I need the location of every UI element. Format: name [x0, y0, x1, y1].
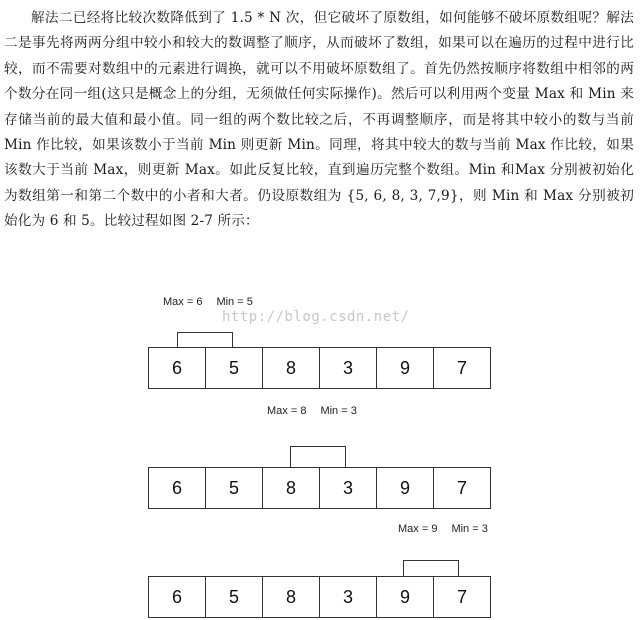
paragraph-line-8: 如果该数大于当前 Max，则更新 Max。如此反复比较，直到遍历完整个数组。Min 和 [4, 137, 634, 179]
step-2-cell-3: 8 [262, 467, 320, 509]
step-1-cell-6: 7 [433, 347, 491, 389]
step-3-caption [398, 523, 488, 535]
step-3-array-row [148, 576, 490, 618]
step-2-array-row [148, 467, 490, 509]
step-3-cell-4: 3 [319, 576, 377, 618]
paragraph-line-6: 小值。同一组的两个数比较之后，不再调整顺序，而是将其中较小的数与当前 Min 作比 [4, 111, 634, 154]
body-paragraph [4, 6, 634, 235]
step-1-caption [163, 296, 253, 308]
step-2-caption [267, 405, 357, 417]
step-1-cell-1: 6 [148, 347, 206, 389]
step-3-cell-5: 9 [376, 576, 434, 618]
step-2-min-label: Min = 3 [320, 405, 357, 417]
step-3-cell-3: 8 [262, 576, 320, 618]
paragraph-line-7: 较，如果该数小于当前 Min 则更新 Min。同理，将其中较大的数与当前 Max 作比较， [64, 137, 607, 154]
paragraph-line-5: 无须做任何实际操作)。然后可以利用两个变量 Max 和 Min 来存储当前的最大值和最 [4, 86, 634, 128]
step-1-cell-3: 8 [262, 347, 320, 389]
step-1-cell-5: 9 [376, 347, 434, 389]
step-2-cell-6: 7 [433, 467, 491, 509]
paragraph-line-2: 原数组呢？解法二是事先将两两分组中较小和较大的数调整了顺序，从而破坏了数组， [4, 10, 634, 52]
step-1-cell-4: 3 [319, 347, 377, 389]
watermark-text: http://blog.csdn.net/ [222, 309, 410, 325]
step-3-max-label: Max = 9 [398, 523, 438, 535]
step-2-max-label: Max = 8 [267, 405, 307, 417]
step-1-array-row [148, 347, 490, 389]
step-1-max-label: Max = 6 [163, 296, 203, 308]
step-3-cell-1: 6 [148, 576, 206, 618]
step-3-min-label: Min = 3 [451, 523, 488, 535]
step-2-cell-4: 3 [319, 467, 377, 509]
step-2-cell-1: 6 [148, 467, 206, 509]
paragraph-line-3: 如果可以在遍历的过程中进行比较，而不需要对数组中的元素进行调换，就可以不用破 [4, 35, 634, 77]
paragraph-line-10: 9}，则 Min 和 Max 分别被初始化为 6 和 5。比较过程如图 2-7 所示： [4, 187, 634, 230]
step-1-min-label: Min = 5 [216, 296, 253, 308]
paragraph-line-1: 解法二已经将比较次数降低到了 1.5 * N 次，但它破坏了原数组，如何能够不破坏 [31, 10, 537, 26]
step-3-cell-6: 7 [433, 576, 491, 618]
step-2-cell-2: 5 [205, 467, 263, 509]
step-1-cell-2: 5 [205, 347, 263, 389]
step-2-cell-5: 9 [376, 467, 434, 509]
paragraph-line-4: 坏原数组了。首先仍然按顺序将数组中相邻的两个数分在同一组(这只是概念上的分组， [4, 60, 634, 103]
step-3-cell-2: 5 [205, 576, 263, 618]
paragraph-line-9: Max 分别被初始化为数组第一和第二个数中的小者和大者。仍设原数组为 {5, 6, 8, 3, 7, [4, 162, 635, 204]
step-2-pair-bracket [290, 446, 346, 468]
